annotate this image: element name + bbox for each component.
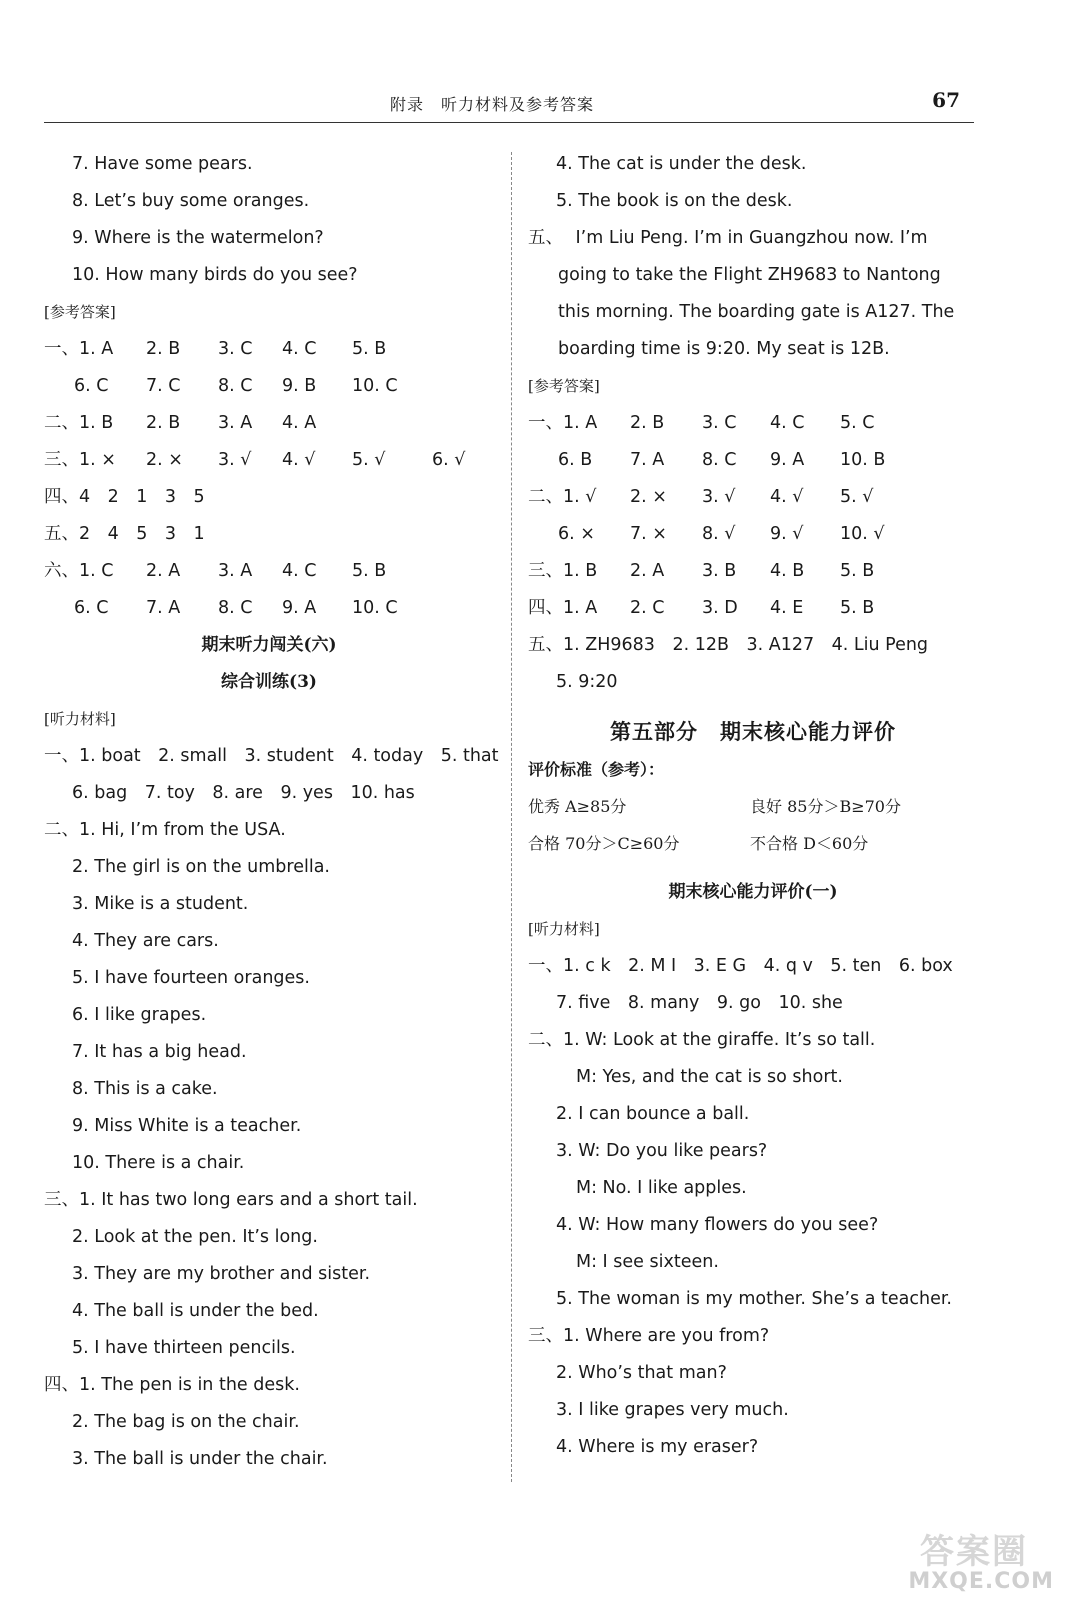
text-line: 7. five 8. many 9. go 10. she	[556, 993, 843, 1013]
answer-row	[44, 331, 494, 368]
section-tag: [听力材料]	[44, 710, 116, 728]
answer-cell: 5. B	[840, 598, 875, 618]
answer-cell: 7. C	[146, 376, 181, 396]
answer-cell: 7. A	[146, 598, 181, 618]
text-line: 4. The ball is under the bed.	[72, 1301, 319, 1321]
answer-cell: 3. B	[702, 561, 737, 581]
text-line: 二、1. Hi, I’m from the USA.	[44, 820, 286, 840]
watermark-top: 答案圈	[920, 1532, 1028, 1572]
text-line: 三、1. It has two long ears and a short tail.	[44, 1190, 418, 1210]
text-line: 三、1. Where are you from?	[528, 1326, 770, 1346]
answer-cell: 8. C	[218, 376, 253, 396]
answer-cell: 8. √	[702, 524, 736, 544]
text-line: 5. The woman is my mother. She’s a teacher.	[556, 1289, 952, 1309]
answer-cell: 一、1. A	[528, 413, 598, 433]
text-line: 一、1. boat 2. small 3. student 4. today 5. that	[44, 746, 499, 766]
text-line: 7. Have some pears.	[72, 154, 253, 174]
answer-cell: 3. A	[218, 413, 253, 433]
answer-cell: 6. C	[74, 598, 109, 618]
text-line: 五、1. ZH9683 2. 12B 3. A127 4. Liu Peng	[528, 635, 929, 655]
answer-cell: 5. B	[352, 561, 387, 581]
criteria-item: 合格 70分＞C≥60分	[528, 834, 680, 853]
answer-cell: 六、1. C	[44, 561, 114, 581]
right-column	[528, 146, 978, 1466]
answer-cell: 9. √	[770, 524, 804, 544]
text-line: 4. They are cars.	[72, 931, 219, 951]
text-line: 7. It has a big head.	[72, 1042, 247, 1062]
answer-row	[44, 590, 494, 627]
text-line: 3. They are my brother and sister.	[72, 1264, 371, 1284]
watermark-bottom: MXQE.COM	[908, 1569, 1054, 1594]
criteria-item: 优秀 A≥85分	[528, 797, 627, 816]
answer-cell: 9. A	[770, 450, 805, 470]
text-line: 5. I have thirteen pencils.	[72, 1338, 296, 1358]
answer-cell: 5. √	[352, 450, 386, 470]
text-line: 2. Look at the pen. It’s long.	[72, 1227, 318, 1247]
section-tag: [听力材料]	[528, 920, 600, 938]
header-title: 附录 听力材料及参考答案	[390, 95, 595, 114]
text-line: 4. W: How many flowers do you see?	[556, 1215, 879, 1235]
answer-cell: 2. B	[630, 413, 665, 433]
answer-cell: 10. √	[840, 524, 885, 544]
text-line: 2. I can bounce a ball.	[556, 1104, 750, 1124]
section-title: 期末核心能力评价(一)	[668, 882, 838, 902]
text-line: 一、1. c k 2. M I 3. E G 4. q v 5. ten 6. box	[528, 956, 953, 976]
text-line: 5. The book is on the desk.	[556, 191, 793, 211]
text-line: 四、1. The pen is in the desk.	[44, 1375, 300, 1395]
section-tag: [参考答案]	[528, 377, 600, 395]
answer-cell: 3. C	[218, 339, 253, 359]
criteria-item: 不合格 D＜60分	[750, 834, 869, 853]
answer-cell: 二、1. B	[44, 413, 114, 433]
answer-cell: 4. C	[770, 413, 805, 433]
text-line: 2. The bag is on the chair.	[72, 1412, 300, 1432]
answer-cell: 二、1. √	[528, 487, 597, 507]
answer-cell: 4. A	[282, 413, 317, 433]
text-line: 2. The girl is on the umbrella.	[72, 857, 330, 877]
answer-cell: 3. √	[702, 487, 736, 507]
text-line: 四、4 2 1 3 5	[44, 487, 205, 507]
answer-cell: 4. √	[770, 487, 804, 507]
text-line: 6. bag 7. toy 8. are 9. yes 10. has	[72, 783, 415, 803]
answer-cell: 2. B	[146, 339, 181, 359]
criteria-label: 评价标准（参考）：	[528, 760, 665, 779]
passage-line: boarding time is 9:20. My seat is 12B.	[558, 339, 890, 359]
answer-row	[44, 442, 494, 479]
text-line: 2. Who’s that man?	[556, 1363, 727, 1383]
passage-line: I’m Liu Peng. I’m in Guangzhou now. I’m	[558, 228, 928, 248]
answer-row	[528, 479, 978, 516]
answer-row	[44, 368, 494, 405]
answer-cell: 4. √	[282, 450, 316, 470]
answer-cell: 6. ×	[558, 524, 595, 544]
text-line: 5. 9:20	[556, 672, 618, 692]
text-line: 9. Miss White is a teacher.	[72, 1116, 302, 1136]
text-line: 3. Mike is a student.	[72, 894, 249, 914]
passage-marker: 五、	[528, 228, 563, 248]
answer-row	[528, 553, 978, 590]
text-line: 6. I like grapes.	[72, 1005, 207, 1025]
answer-cell: 2. A	[630, 561, 665, 581]
answer-cell: 7. A	[630, 450, 665, 470]
text-line: 3. I like grapes very much.	[556, 1400, 789, 1420]
answer-cell: 4. C	[282, 339, 317, 359]
answer-cell: 2. C	[630, 598, 665, 618]
left-column	[44, 146, 499, 1478]
answer-cell: 5. B	[352, 339, 387, 359]
text-line: 5. I have fourteen oranges.	[72, 968, 310, 988]
answer-cell: 2. A	[146, 561, 181, 581]
watermark-logo	[856, 1524, 1056, 1594]
answer-cell: 8. C	[218, 598, 253, 618]
text-line: 3. The ball is under the chair.	[72, 1449, 328, 1469]
answer-cell: 3. A	[218, 561, 253, 581]
page-header	[44, 84, 974, 123]
answer-cell: 一、1. A	[44, 339, 114, 359]
text-line: 3. W: Do you like pears?	[556, 1141, 768, 1161]
text-line: 9. Where is the watermelon?	[72, 228, 324, 248]
text-line: 8. This is a cake.	[72, 1079, 218, 1099]
answer-cell: 10. B	[840, 450, 886, 470]
answer-cell: 6. C	[74, 376, 109, 396]
passage-line: going to take the Flight ZH9683 to Nantong	[558, 265, 941, 285]
section-title: 综合训练(3)	[221, 672, 317, 692]
answer-row	[528, 442, 978, 479]
section-title: 期末听力闯关(六)	[201, 635, 337, 655]
text-line: M: No. I like apples.	[576, 1178, 747, 1198]
part-title: 第五部分 期末核心能力评价	[610, 719, 896, 744]
text-line: 4. The cat is under the desk.	[556, 154, 807, 174]
text-line: M: Yes, and the cat is so short.	[576, 1067, 843, 1087]
text-line: 4. Where is my eraser?	[556, 1437, 759, 1457]
answer-row	[44, 405, 494, 442]
answer-cell: 7. ×	[630, 524, 667, 544]
text-line: M: I see sixteen.	[576, 1252, 719, 1272]
answer-cell: 9. A	[282, 598, 317, 618]
section-tag: [参考答案]	[44, 303, 116, 321]
answer-row	[528, 405, 978, 442]
answer-row	[528, 516, 978, 553]
answer-row	[44, 553, 494, 590]
answer-cell: 4. E	[770, 598, 804, 618]
answer-cell: 10. C	[352, 376, 398, 396]
answer-cell: 10. C	[352, 598, 398, 618]
answer-cell: 3. √	[218, 450, 252, 470]
text-line: 二、1. W: Look at the giraffe. It’s so tall.	[528, 1030, 876, 1050]
text-line: 10. There is a chair.	[72, 1153, 245, 1173]
text-line: 10. How many birds do you see?	[72, 265, 358, 285]
column-divider	[511, 152, 512, 1482]
passage-line: this morning. The boarding gate is A127. The	[558, 302, 955, 322]
answer-cell: 9. B	[282, 376, 317, 396]
answer-cell: 6. √	[432, 450, 466, 470]
text-line: 五、2 4 5 3 1	[44, 524, 205, 544]
criteria-row	[528, 825, 978, 862]
answer-cell: 3. D	[702, 598, 738, 618]
criteria-item: 良好 85分＞B≥70分	[750, 797, 901, 816]
answer-cell: 三、1. B	[528, 561, 598, 581]
answer-cell: 8. C	[702, 450, 737, 470]
answer-cell: 6. B	[558, 450, 593, 470]
text-line: 8. Let’s buy some oranges.	[72, 191, 310, 211]
answer-row	[528, 590, 978, 627]
answer-cell: 4. C	[282, 561, 317, 581]
answer-cell: 4. B	[770, 561, 805, 581]
criteria-row	[528, 788, 978, 825]
answer-cell: 3. C	[702, 413, 737, 433]
answer-cell: 2. ×	[630, 487, 667, 507]
answer-cell: 四、1. A	[528, 598, 598, 618]
answer-cell: 5. C	[840, 413, 875, 433]
answer-cell: 5. B	[840, 561, 875, 581]
passage-paragraph	[528, 220, 978, 368]
answer-cell: 三、1. ×	[44, 450, 116, 470]
answer-cell: 2. ×	[146, 450, 183, 470]
page-number: 67	[932, 88, 960, 112]
answer-cell: 2. B	[146, 413, 181, 433]
answer-cell: 5. √	[840, 487, 874, 507]
